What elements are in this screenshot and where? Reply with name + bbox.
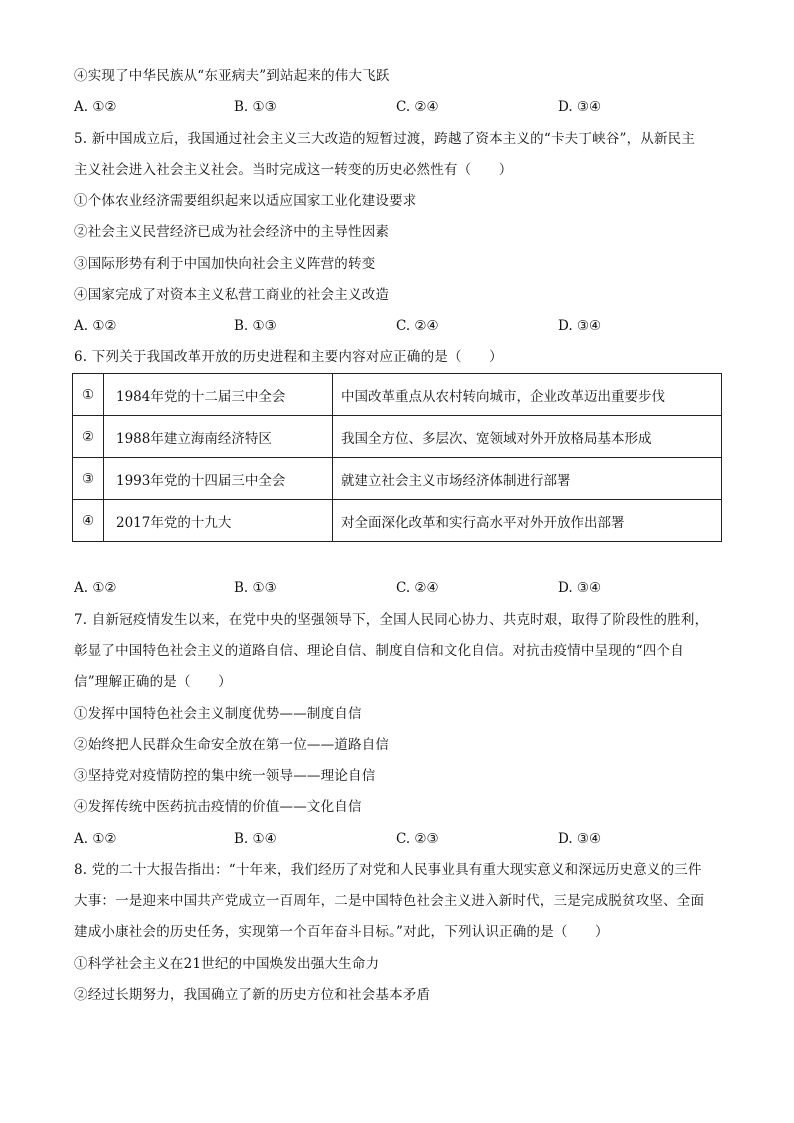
row-content: 我国全方位、多层次、宽领域对外开放格局基本形成	[333, 416, 722, 458]
row-content: 中国改革重点从农村转向城市，企业改革迈出重要步伐	[333, 374, 722, 416]
q6-stem: 6. 下列关于我国改革开放的历史进程和主要内容对应正确的是（ ）	[74, 349, 503, 365]
q7-stem-line-3: 信”理解正确的是（ ）	[74, 674, 232, 690]
q5-options	[74, 317, 714, 335]
q4-option-c: C. ②④	[396, 99, 439, 115]
q7-option-c: C. ②③	[396, 831, 439, 847]
q4-option-d: D. ③④	[558, 99, 602, 115]
row-event: 2017年党的十九大	[104, 500, 333, 542]
q6-options	[74, 579, 714, 597]
q7-stem-line-1: 7. 自新冠疫情发生以来，在党中央的坚强领导下，全国人民同心协力、共克时艰，取得了阶段性的胜利，	[74, 612, 709, 628]
row-content: 就建立社会主义市场经济体制进行部署	[333, 458, 722, 500]
q6-option-c: C. ②④	[396, 580, 439, 596]
row-event: 1984年党的十二届三中全会	[104, 374, 333, 416]
q7-option-b: B. ①④	[234, 831, 277, 847]
row-number: ④	[73, 500, 104, 542]
q5-option-b: B. ①③	[234, 318, 277, 334]
q5-item-3: ③国际形势有利于中国加快向社会主义阵营的转变	[74, 256, 376, 272]
q5-item-4: ④国家完成了对资本主义私营工商业的社会主义改造	[74, 287, 390, 303]
q6-option-a: A. ①②	[74, 580, 117, 596]
row-content: 对全面深化改革和实行高水平对外开放作出部署	[333, 500, 722, 542]
q7-item-2: ②始终把人民群众生命安全放在第一位——道路自信	[74, 737, 390, 753]
q5-item-2: ②社会主义民营经济已成为社会经济中的主导性因素	[74, 224, 390, 240]
row-event: 1993年党的十四届三中全会	[104, 458, 333, 500]
q7-stem-line-2: 彰显了中国特色社会主义的道路自信、理论自信、制度自信和文化自信。对抗击疫情中呈现的“四个自	[74, 643, 684, 659]
q8-stem-line-3: 建成小康社会的历史任务，实现第一个百年奋斗目标。”对此，下列认识正确的是（ ）	[74, 924, 609, 940]
q5-stem-line-1: 5. 新中国成立后，我国通过社会主义三大改造的短暂过渡，跨越了资本主义的“卡夫丁峡谷”，从新民主	[74, 131, 696, 147]
q7-item-3: ③坚持党对疫情防控的集中统一领导——理论自信	[74, 768, 376, 784]
q5-option-c: C. ②④	[396, 318, 439, 334]
q8-stem-line-1: 8. 党的二十大报告指出：“十年来，我们经历了对党和人民事业具有重大现实意义和深远历史意义的三件	[74, 862, 702, 878]
q4-item-4: ④实现了中华民族从“东亚病夫”到站起来的伟大飞跃	[74, 68, 390, 84]
q7-options	[74, 830, 714, 848]
q4-option-b: B. ①③	[234, 99, 277, 115]
row-number: ②	[73, 416, 104, 458]
q8-item-2: ②经过长期努力，我国确立了新的历史方位和社会基本矛盾	[74, 987, 431, 1003]
row-number: ③	[73, 458, 104, 500]
q6-table	[72, 373, 722, 542]
q8-stem-line-2: 大事：一是迎来中国共产党成立一百周年，二是中国特色社会主义进入新时代，三是完成脱贫攻坚、全面	[74, 893, 705, 909]
q7-item-4: ④发挥传统中医药抗击疫情的价值——文化自信	[74, 799, 362, 815]
q5-item-1: ①个体农业经济需要组织起来以适应国家工业化建设要求	[74, 193, 417, 209]
row-event: 1988年建立海南经济特区	[104, 416, 333, 458]
q8-item-1: ①科学社会主义在21世纪的中国焕发出强大生命力	[74, 956, 380, 972]
table-row	[73, 374, 722, 416]
q5-option-d: D. ③④	[558, 318, 602, 334]
q5-option-a: A. ①②	[74, 318, 117, 334]
q7-option-a: A. ①②	[74, 831, 117, 847]
q4-option-a: A. ①②	[74, 99, 117, 115]
row-number: ①	[73, 374, 104, 416]
table-row	[73, 500, 722, 542]
q4-options	[74, 98, 714, 116]
q6-option-b: B. ①③	[234, 580, 277, 596]
table-row	[73, 416, 722, 458]
q7-item-1: ①发挥中国特色社会主义制度优势——制度自信	[74, 706, 362, 722]
table-row	[73, 458, 722, 500]
q5-stem-line-2: 主义社会进入社会主义社会。当时完成这一转变的历史必然性有（ ）	[74, 162, 513, 178]
q6-option-d: D. ③④	[558, 580, 602, 596]
q7-option-d: D. ③④	[558, 831, 602, 847]
